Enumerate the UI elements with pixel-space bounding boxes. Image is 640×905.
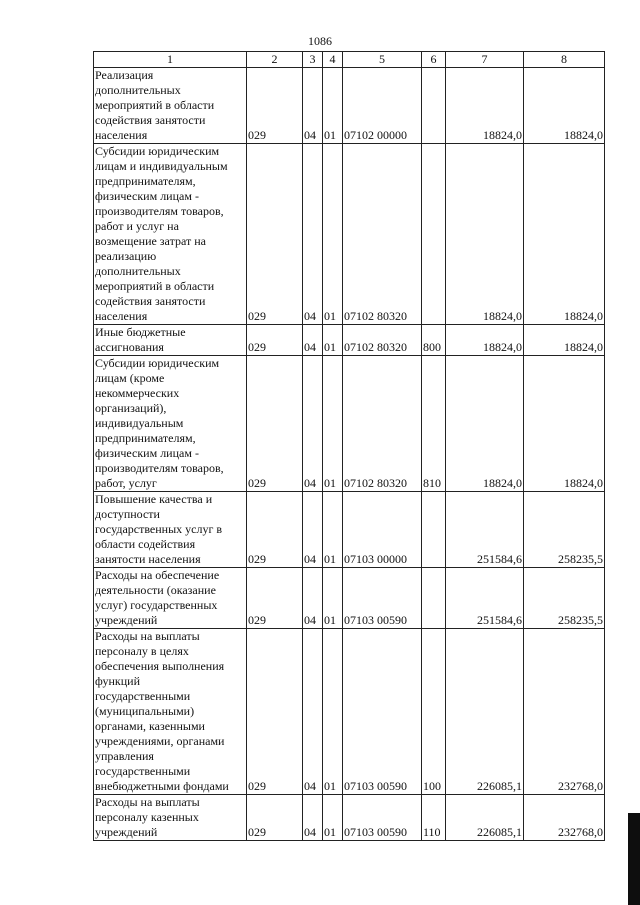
subsection-cell: 01 bbox=[323, 325, 343, 356]
expense-type-cell bbox=[422, 68, 446, 144]
row-name: Повышение качества и доступности государственных услуг в области содействия занятости населения bbox=[95, 492, 223, 566]
amount-col8-cell: 258235,5 bbox=[524, 568, 605, 629]
column-header-7: 7 bbox=[446, 52, 524, 68]
expense-type-cell bbox=[422, 568, 446, 629]
amount-col8-cell: 18824,0 bbox=[524, 68, 605, 144]
target-article-cell: 07103 00590 bbox=[343, 795, 422, 841]
amount-col8-cell: 18824,0 bbox=[524, 144, 605, 325]
amount-col7-cell: 18824,0 bbox=[446, 325, 524, 356]
admin-code-cell: 029 bbox=[247, 568, 303, 629]
amount-col8-cell: 232768,0 bbox=[524, 795, 605, 841]
target-article-cell: 07103 00590 bbox=[343, 568, 422, 629]
admin-code-cell: 029 bbox=[247, 629, 303, 795]
amount-col8-cell: 18824,0 bbox=[524, 325, 605, 356]
table-row bbox=[94, 629, 605, 795]
admin-code-cell: 029 bbox=[247, 356, 303, 492]
amount-col7-cell: 226085,1 bbox=[446, 795, 524, 841]
amount-col8-cell: 258235,5 bbox=[524, 492, 605, 568]
table-row bbox=[94, 144, 605, 325]
row-name: Расходы на обеспечение деятельности (оказание услуг) государственных учреждений bbox=[95, 568, 220, 627]
row-name: Иные бюджетные ассигнования bbox=[95, 325, 186, 354]
admin-code-cell: 029 bbox=[247, 795, 303, 841]
table-row bbox=[94, 68, 605, 144]
target-article-cell: 07103 00000 bbox=[343, 492, 422, 568]
amount-col7-cell: 18824,0 bbox=[446, 356, 524, 492]
budget-table bbox=[93, 51, 605, 841]
subsection-cell: 01 bbox=[323, 492, 343, 568]
section-cell: 04 bbox=[303, 356, 323, 492]
table-row bbox=[94, 325, 605, 356]
amount-col7-cell: 251584,6 bbox=[446, 568, 524, 629]
row-name-cell bbox=[94, 492, 247, 568]
expense-type-cell: 810 bbox=[422, 356, 446, 492]
expense-type-cell: 110 bbox=[422, 795, 446, 841]
amount-col7-cell: 18824,0 bbox=[446, 144, 524, 325]
column-header-1: 1 bbox=[94, 52, 247, 68]
row-name: Реализация дополнительных мероприятий в области содействия занятости населения bbox=[95, 68, 215, 142]
section-cell: 04 bbox=[303, 629, 323, 795]
amount-col7-cell: 18824,0 bbox=[446, 68, 524, 144]
target-article-cell: 07102 80320 bbox=[343, 325, 422, 356]
section-cell: 04 bbox=[303, 492, 323, 568]
subsection-cell: 01 bbox=[323, 144, 343, 325]
amount-col8-cell: 18824,0 bbox=[524, 356, 605, 492]
expense-type-cell: 100 bbox=[422, 629, 446, 795]
row-name-cell bbox=[94, 568, 247, 629]
target-article-cell: 07103 00590 bbox=[343, 629, 422, 795]
section-cell: 04 bbox=[303, 568, 323, 629]
row-name: Расходы на выплаты персоналу казенных учреждений bbox=[95, 795, 200, 839]
admin-code-cell: 029 bbox=[247, 325, 303, 356]
expense-type-cell bbox=[422, 144, 446, 325]
subsection-cell: 01 bbox=[323, 568, 343, 629]
row-name: Субсидии юридическим лицам (кроме некоммерческих организаций), индивидуальным предпринимателям, физическим лицам - производителям товаров, работ, услуг bbox=[95, 356, 224, 490]
section-cell: 04 bbox=[303, 68, 323, 144]
row-name: Расходы на выплаты персоналу в целях обеспечения выполнения функций государственными (муниципальными) органами, казенными учреждениями, органами управления государственными внебюджетными фондами bbox=[95, 629, 229, 793]
table-row bbox=[94, 492, 605, 568]
column-header-2: 2 bbox=[247, 52, 303, 68]
subsection-cell: 01 bbox=[323, 68, 343, 144]
admin-code-cell: 029 bbox=[247, 68, 303, 144]
section-cell: 04 bbox=[303, 795, 323, 841]
target-article-cell: 07102 80320 bbox=[343, 356, 422, 492]
table-row bbox=[94, 568, 605, 629]
column-header-5: 5 bbox=[343, 52, 422, 68]
subsection-cell: 01 bbox=[323, 629, 343, 795]
expense-type-cell bbox=[422, 492, 446, 568]
column-header-8: 8 bbox=[524, 52, 605, 68]
row-name-cell bbox=[94, 325, 247, 356]
target-article-cell: 07102 00000 bbox=[343, 68, 422, 144]
column-header-3: 3 bbox=[303, 52, 323, 68]
subsection-cell: 01 bbox=[323, 795, 343, 841]
target-article-cell: 07102 80320 bbox=[343, 144, 422, 325]
expense-type-cell: 800 bbox=[422, 325, 446, 356]
header-row bbox=[94, 52, 605, 68]
section-cell: 04 bbox=[303, 144, 323, 325]
row-name: Субсидии юридическим лицам и индивидуальным предпринимателям, физическим лицам - производителям товаров, работ и услуг на возмещение затрат на реализацию дополнительных мероприятий в области содействия занятости населения bbox=[95, 144, 228, 323]
row-name-cell bbox=[94, 68, 247, 144]
row-name-cell bbox=[94, 356, 247, 492]
page-number: 1086 bbox=[308, 34, 332, 48]
column-header-6: 6 bbox=[422, 52, 446, 68]
admin-code-cell: 029 bbox=[247, 144, 303, 325]
amount-col8-cell: 232768,0 bbox=[524, 629, 605, 795]
section-cell: 04 bbox=[303, 325, 323, 356]
row-name-cell bbox=[94, 144, 247, 325]
admin-code-cell: 029 bbox=[247, 492, 303, 568]
row-name-cell bbox=[94, 629, 247, 795]
table-row bbox=[94, 795, 605, 841]
row-name-cell bbox=[94, 795, 247, 841]
table-row bbox=[94, 356, 605, 492]
amount-col7-cell: 226085,1 bbox=[446, 629, 524, 795]
scan-edge-bar bbox=[628, 813, 640, 905]
column-header-4: 4 bbox=[323, 52, 343, 68]
amount-col7-cell: 251584,6 bbox=[446, 492, 524, 568]
subsection-cell: 01 bbox=[323, 356, 343, 492]
